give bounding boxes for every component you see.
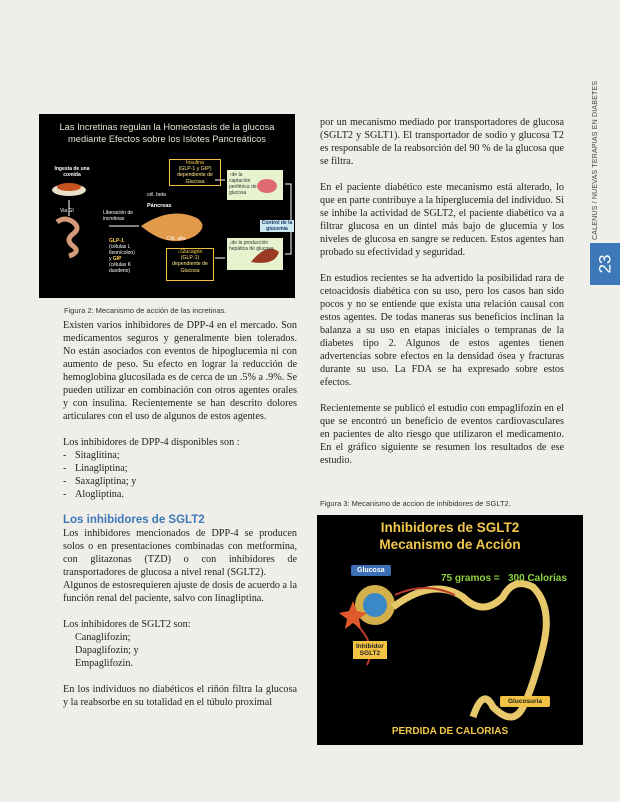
sglt2-figure: [317, 515, 583, 745]
figure1-title-line1: Las Incretinas regulan la Homeostasis de la glucosa: [59, 122, 275, 132]
glomerulus-core: [363, 593, 387, 617]
list-item: Canaglifozin;: [75, 632, 131, 643]
gip-and: y: [109, 256, 112, 262]
glucagon-line2: (GLP-1): [180, 255, 200, 262]
list-item: - Linagliptina;: [63, 462, 297, 475]
production-label: ↓de la producción hepática de glucosa: [229, 240, 274, 252]
right-paragraph-3: En estudios recientes se ha advertido la posibilidad rara de cetoacidosis diabética con su uso, pero los casos han sido pocos y no se entiende que exista una relación causal con estos agentes. De todas maneras sus beneficios inclinan la balanza a su uso en etapas iniciales o tempranas de la diabetes tipo 2. Algunos de estos agentes tienen advertencias sobre efectos en la densidad ósea y fracturas durante su uso. La FDA se ha expresado sobre estos efectos.: [320, 273, 564, 388]
right-paragraph-1: por un mecanismo mediado por transportadores de glucosa (SGLT2 y SGLT1). El transportador de sodio y glucosa T2 es responsable de la reabsorción del 90 % de la glucosa que se filtra.: [320, 117, 564, 167]
uptake-label: ↑de la captación periférica de glucosa: [229, 172, 257, 196]
page-number-label: 23: [594, 254, 614, 274]
left-paragraph-1: Existen varios inhibidores de DPP-4 en el mercado. Son medicamentos seguros y generalmente bien tolerados. No están asociados con eventos de hipoglucemia ni con aumento de peso. Su efecto en lograr la reducción de hemoglobina glucosilada es de cerca de un .5% a .9%. Se pueden utilizar en combinación con otros agentes orales y con insulina. Recientemente se han descrito dolores articulares con el uso de algunos de estos agentes.: [63, 320, 297, 422]
meal-label: Ingesta de una comida: [54, 166, 90, 178]
gip-label: GIP: [112, 256, 122, 262]
equation: [441, 573, 567, 584]
glucosa-label: Glucosa: [351, 565, 391, 576]
insulin-line2: (GLP-1 y GIP): [178, 166, 212, 173]
control-label: Control de la glucemia: [261, 220, 293, 232]
figure3-title-line2: Mecanismo de Acción: [379, 537, 521, 552]
glucagon-box: [166, 248, 214, 281]
inhibitor-line1: Inhibidor: [356, 643, 384, 650]
equation-left: 75 gramos =: [441, 573, 500, 584]
list-item: - Saxagliptina; y: [63, 475, 297, 488]
gip-cells: (células K duodeno): [109, 262, 131, 274]
figure1-caption: Figura 2: Mecanismo de acción de las incretinas.: [64, 306, 227, 315]
right-paragraph-4: Recientemente se publicó el estudio con empaglifozin en el que se encontró un beneficio de eventos cardiovasculares en pacientes de alto riesgo que utilizaron el medicamento. En el gráfico siguiente se resumen los resultados de ese estudio.: [320, 403, 564, 466]
sglt2-list: [63, 631, 297, 670]
glp1-label: GLP-1: [109, 238, 124, 244]
beta-label: cél. beta: [147, 192, 166, 198]
dpp4-list-intro: Los inhibidores de DPP-4 disponibles son :: [63, 437, 240, 448]
equation-right: 300 Calorías: [508, 573, 567, 584]
left-column: [63, 319, 297, 709]
page-number: [590, 243, 620, 285]
glucagon-line4: Glucosa: [180, 267, 200, 274]
glucosuria-label: Glucosuria: [500, 696, 550, 707]
right-column: [320, 116, 564, 467]
intestine: [57, 219, 77, 256]
inhibitor-label: [353, 641, 387, 659]
insulin-line3: dependiente de Glucosa: [177, 172, 213, 185]
list-item: - Alogliptina.: [63, 488, 297, 501]
figure1-title-line2: mediante Efectos sobre los Islotes Pancreáticos: [68, 133, 266, 144]
list-item: - Sitaglitina;: [63, 449, 297, 462]
list-item: Empaglifozin.: [75, 658, 133, 669]
inhibitor-line2: SGLT2: [359, 650, 381, 657]
pancreas-label: Páncreas: [147, 203, 172, 209]
meal-food: [57, 183, 81, 191]
incretins-figure: [39, 114, 295, 298]
right-paragraph-2: En el paciente diabético este mecanismo está alterado, lo que en parte contribuye a la hiperglucemia del individuo. Si se inhibe la actividad de SGLT2, el paciente diabético va a filtrar glucosa en un dintel más bajo de glucemia y los niveles de glucosa en sangre se reducen. Estos agentes han probado su efectividad y seguridad.: [320, 182, 564, 258]
left-paragraph-2: Los inhibidores mencionados de DPP-4 se producen solos o en presentaciones combinadas con metformina, con glitazonas (TZD) o con inhibidores de transportadores de glucosa a nivel renal (SGLT2).: [63, 528, 297, 578]
figure3-caption: Figura 3: Mecanismo de accion de inhibidores de SGLT2.: [320, 499, 511, 508]
list-item: Dapaglifozin; y: [75, 645, 139, 656]
left-paragraph-4: En los individuos no diabéticos el riñón filtra la glucosa y la reabsorbe en su totalidad en el túbulo proximal: [63, 684, 297, 708]
insulin-box: [169, 159, 221, 186]
alpha-label: Cél. alfa: [167, 236, 186, 242]
kidney-tubule-diagram: [317, 515, 583, 745]
glucagon-line1: ↓Glucagón: [177, 249, 203, 255]
sglt2-list-intro: Los inhibidores de SGLT2 son:: [63, 619, 191, 630]
muscle-shape: [257, 179, 277, 193]
glp1-cells: (células L íleon/colon): [109, 244, 135, 256]
left-paragraph-3: Algunos de estosrequieren ajuste de dosis de acuerdo a la función renal del paciente, salvo con linagliptina.: [63, 580, 297, 604]
calorie-loss-label: PERDIDA DE CALORIAS: [391, 726, 509, 737]
gi-label: Via GI: [60, 208, 74, 214]
dpp4-list: [63, 449, 297, 501]
figure3-title-line1: Inhibidores de SGLT2: [380, 520, 520, 535]
glucagon-line3: dependiente de: [172, 261, 208, 268]
insulin-line1: Insulina: [186, 160, 204, 166]
glp1-block: [109, 238, 143, 274]
section-title: CALENUS / NUEVAS TERAPIAS EN DIABETES: [592, 80, 599, 240]
release-label: Liberación de incretinas: [103, 210, 134, 222]
sglt2-heading: Los inhibidores de SGLT2: [63, 514, 205, 526]
